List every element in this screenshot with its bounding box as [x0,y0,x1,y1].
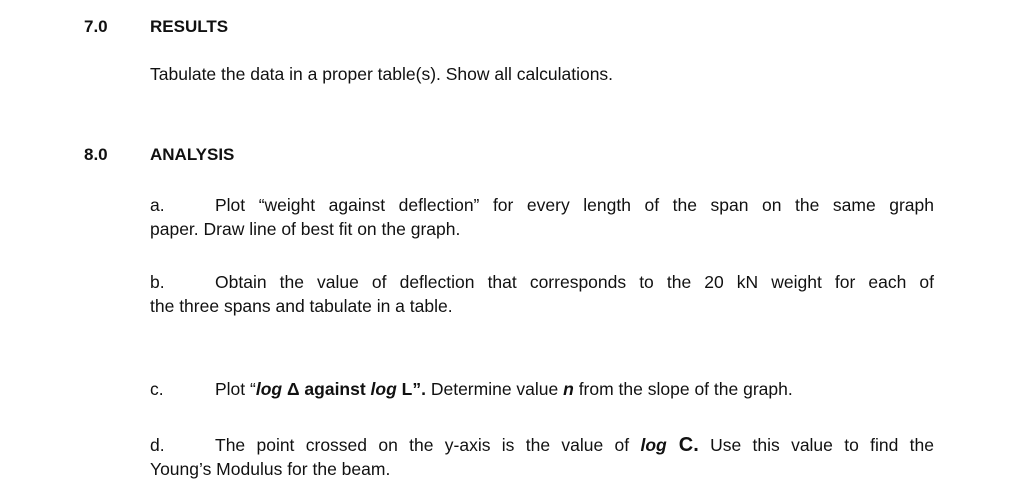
item-a-text-1: Plot “weight against deflection” for every length of the span on the same graph [215,195,934,215]
section-7-text: Tabulate the data in a proper table(s). Show all calculations. [150,64,614,84]
item-d-C: C. [666,434,699,456]
item-d-log: log [640,435,667,455]
item-b-label: b. [150,272,165,292]
item-c-label: c. [150,379,164,399]
analysis-item-a [150,193,934,241]
item-b-text-1: Obtain the value of deflection that corresponds to the 20 kN weight for each of [215,272,934,292]
item-c-log-1: log [255,379,283,399]
item-d-line-2: Young’s Modulus for the beam. [150,459,391,479]
section-7-title: RESULTS [150,17,229,36]
item-c-part-6: Determine value [425,379,564,399]
analysis-item-c [150,377,793,401]
item-a-line-1 [150,193,934,217]
item-d-label: d. [150,435,165,455]
item-a-label: a. [150,195,165,215]
section-7-number: 7.0 [84,17,108,36]
item-a-line-2: paper. Draw line of best fit on the graph. [150,219,461,239]
item-b-line-1 [150,270,934,294]
item-d-line-1 [150,433,934,457]
item-c-delta-against: Δ against [282,379,371,399]
item-c-L: L”. [396,379,426,399]
analysis-item-b [150,270,934,318]
item-b-line-2: the three spans and tabulate in a table. [150,296,453,316]
item-c-part-1: Plot “ [215,379,256,399]
section-8-title: ANALYSIS [150,145,235,164]
item-c-part-8: from the slope of the graph. [573,379,793,399]
section-8-number: 8.0 [84,145,108,164]
item-c-n: n [563,379,574,399]
item-d-part-1: The point crossed on the y-axis is the value of [215,435,641,455]
analysis-item-d [150,433,934,481]
item-d-part-4: Use this value to find the [698,435,935,455]
item-c-log-2: log [370,379,397,399]
